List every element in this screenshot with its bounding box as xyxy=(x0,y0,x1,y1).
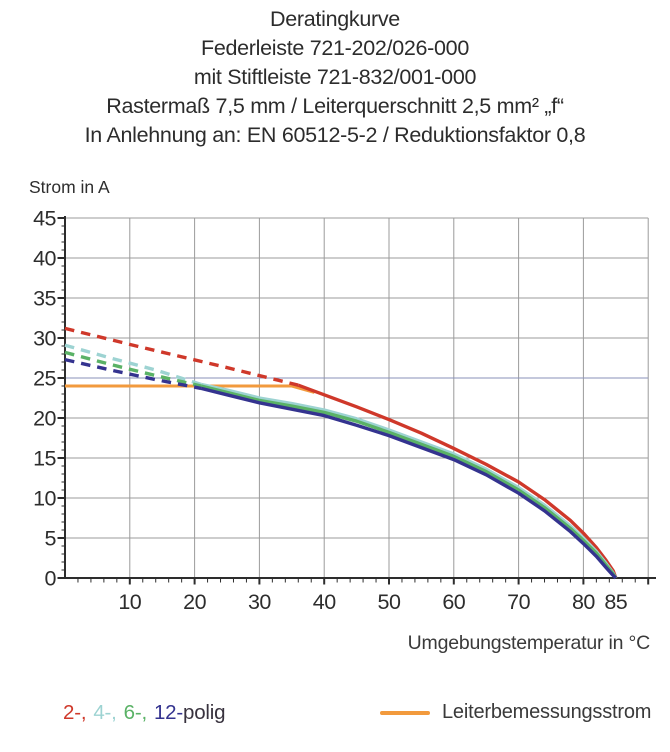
legend-pole-4-polig: 4-, xyxy=(93,701,117,724)
legend-rated-label: Leiterbemessungsstrom xyxy=(442,701,652,723)
rated-current-line-swatch xyxy=(380,711,430,715)
legend-rated xyxy=(380,701,651,724)
x-axis-title: Umgebungstemperatur in °C xyxy=(407,632,650,654)
y-tick-label: 45 xyxy=(33,206,56,231)
y-tick-label: 25 xyxy=(33,366,56,391)
legend-pole-12-polig: 12- xyxy=(153,701,184,724)
legend-poles xyxy=(63,701,225,725)
curves xyxy=(65,328,616,578)
curve-2-polig xyxy=(298,385,616,578)
x-tick-label: 40 xyxy=(312,590,336,614)
y-axis-title: Strom in A xyxy=(29,177,110,197)
y-tick-label: 5 xyxy=(44,526,56,551)
ticks xyxy=(58,218,649,585)
x-tick-label: 70 xyxy=(507,590,531,614)
legend-poles-suffix: polig xyxy=(183,701,226,724)
curve-6-polig xyxy=(201,386,616,578)
curve-leiterbemessungsstrom xyxy=(65,386,315,392)
legend-pole-6-polig: 6-, xyxy=(123,701,147,724)
y-tick-label: 0 xyxy=(44,566,56,591)
y-tick-label: 35 xyxy=(33,286,56,311)
title-line-4: Rastermaß 7,5 mm / Leiterquerschnitt 2,5 mm² „f“ xyxy=(106,94,564,118)
x-tick-label: 80 xyxy=(571,590,595,614)
curve-4-polig xyxy=(201,384,616,578)
legend-pole-2-polig: 2-, xyxy=(63,701,87,724)
title-line-5: In Anlehnung an: EN 60512-5-2 / Reduktionsfaktor 0,8 xyxy=(84,123,586,147)
y-tick-label: 40 xyxy=(33,246,56,271)
x-tick-label: 85 xyxy=(604,590,628,614)
x-tick-label: 50 xyxy=(377,590,401,614)
title-line-3: mit Stiftleiste 721-832/001-000 xyxy=(193,65,477,89)
x-tick-label: 30 xyxy=(247,590,271,614)
x-tick-label: 20 xyxy=(183,590,207,614)
y-tick-label: 30 xyxy=(33,326,56,351)
y-tick-label: 20 xyxy=(33,406,56,431)
curve-12-polig xyxy=(201,388,616,578)
title-line-2: Federleiste 721-202/026-000 xyxy=(200,36,469,60)
title-line-1: Deratingkurve xyxy=(270,7,400,31)
y-tick-label: 15 xyxy=(33,446,56,471)
x-tick-label: 10 xyxy=(118,590,142,614)
x-tick-label: 60 xyxy=(442,590,466,614)
y-tick-label: 10 xyxy=(33,486,56,511)
